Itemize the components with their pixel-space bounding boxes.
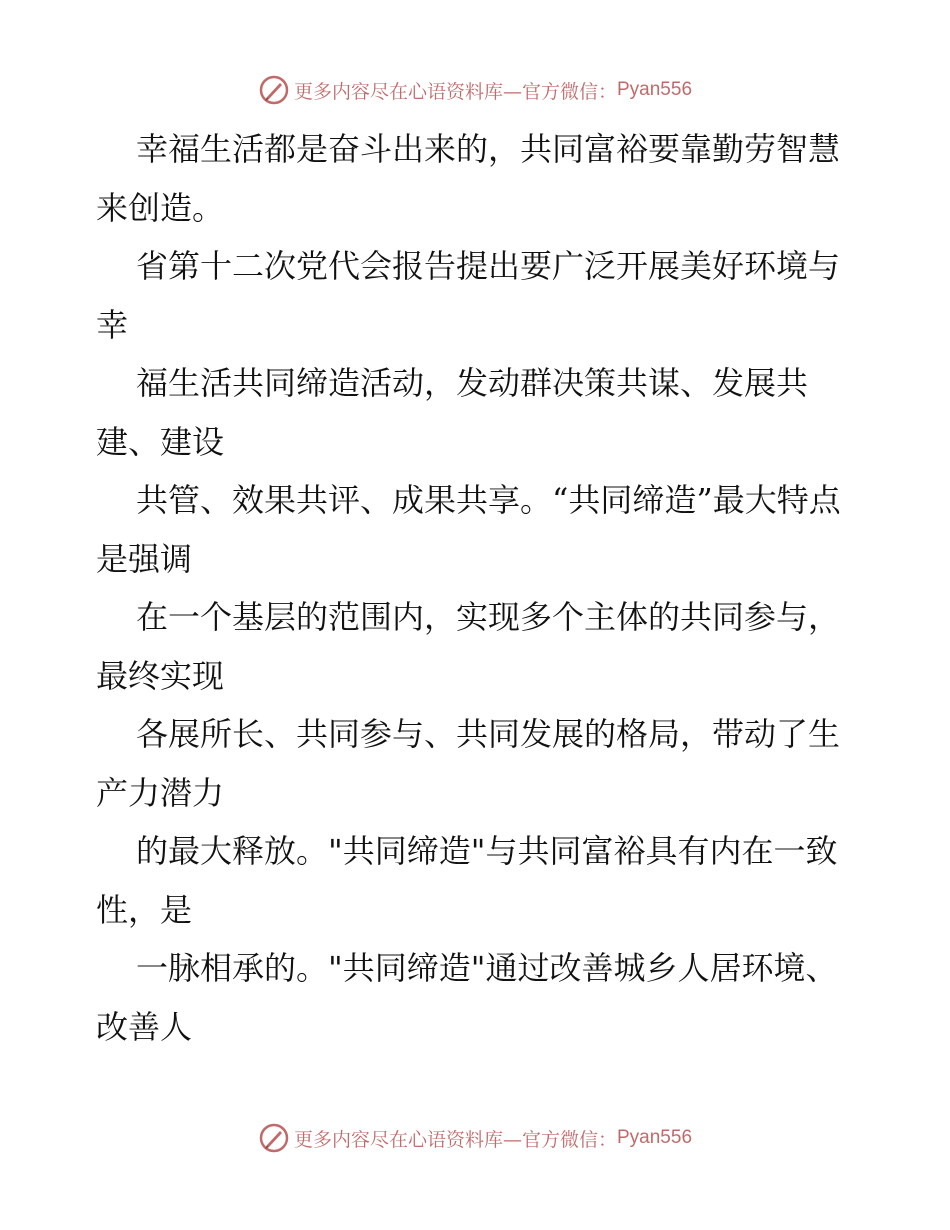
footer-banner [0, 1118, 950, 1158]
paragraph: 省第十二次党代会报告提出要广泛开展美好环境与幸 [96, 247, 841, 344]
pen-logo-icon [258, 74, 290, 106]
paragraph: 福生活共同缔造活动，发动群决策共谋、发展共建、建设 [96, 364, 809, 461]
body-text [96, 120, 856, 1056]
paragraph: 各展所长、共同参与、共同发展的格局，带动了生产力潜力 [96, 715, 841, 812]
paragraph: 的最大释放。"共同缔造"与共同富裕具有内在一致性，是 [96, 832, 838, 929]
header-wechat-id: Pyan556 [617, 79, 693, 100]
paragraph: 一脉相承的。"共同缔造"通过改善城乡人居环境、改善人 [96, 949, 838, 1046]
paragraph: 幸福生活都是奋斗出来的，共同富裕要靠勤劳智慧来创造。 [96, 130, 841, 227]
header-banner [0, 70, 950, 110]
paragraph: 共管、效果共评、成果共享。“共同缔造”最大特点是强调 [96, 481, 841, 578]
paragraph: 在一个基层的范围内，实现多个主体的共同参与，最终实现 [96, 598, 841, 695]
footer-banner-text: 更多内容尽在心语资料库—官方微信： [293, 1128, 617, 1151]
pen-logo-icon [258, 1122, 290, 1154]
header-banner-text: 更多内容尽在心语资料库—官方微信： [293, 80, 617, 103]
footer-wechat-id: Pyan556 [617, 1127, 693, 1148]
